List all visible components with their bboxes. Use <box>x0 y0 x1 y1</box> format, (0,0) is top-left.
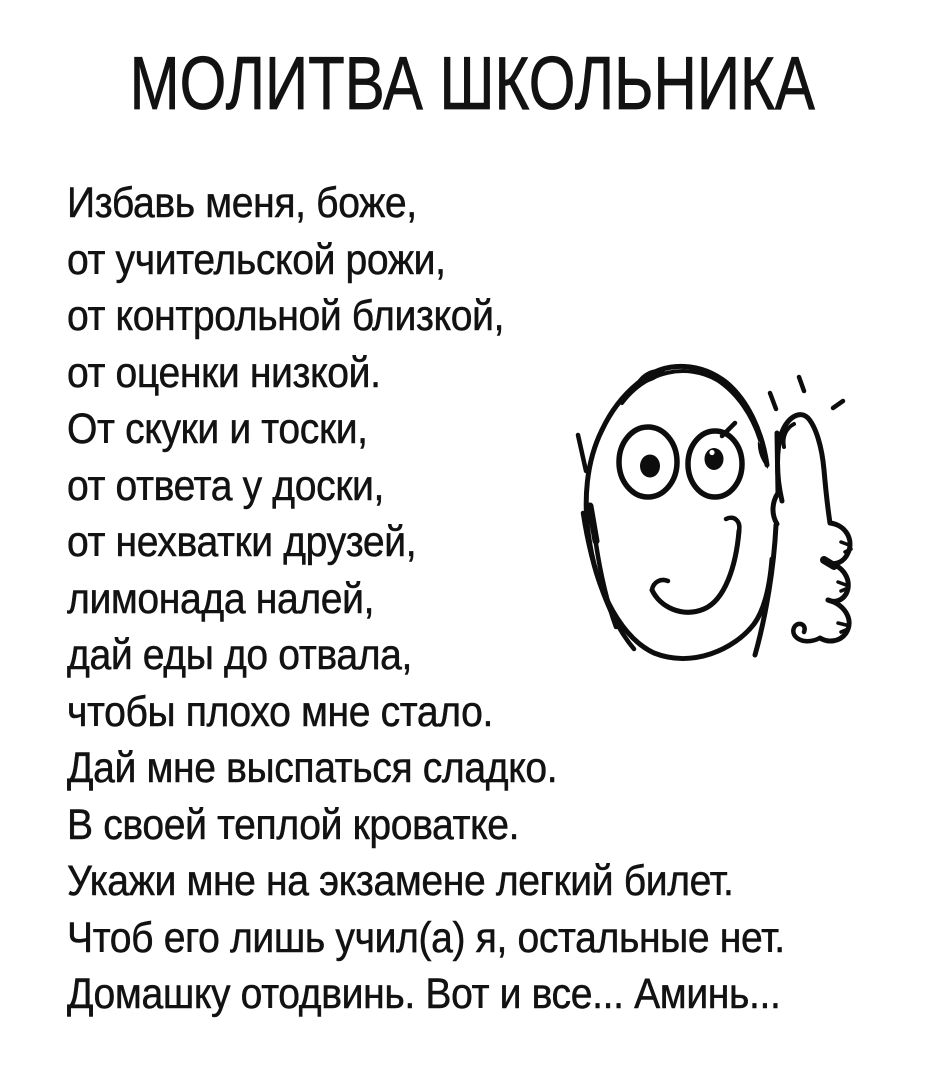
page-title-text: МОЛИТВА ШКОЛЬНИКА <box>129 41 815 125</box>
poem-line: от контрольной близкой, <box>67 293 505 340</box>
poem-line: от оценки низкой. <box>67 349 381 397</box>
page-title <box>0 41 944 125</box>
poem-line: От скуки и тоски, <box>67 406 368 453</box>
thumbs-up-hand <box>755 415 851 655</box>
poem-line: Чтоб его лишь учил(а) я, остальные нет. <box>67 914 785 962</box>
poem-line: Укажи мне на экзамене легкий билет. <box>67 858 734 905</box>
sparkle-lines <box>770 377 843 409</box>
poem-line: от ответа у доски, <box>67 462 385 510</box>
right-eye <box>688 423 742 497</box>
poem-line: лимонада налей, <box>67 575 375 623</box>
poem-line: от нехватки друзей, <box>67 519 417 566</box>
poem-line: В своей теплой кроватке. <box>67 801 520 849</box>
hair-strand-marks <box>636 369 768 469</box>
poem-line: дай еды до отвала, <box>67 632 413 679</box>
left-eye <box>619 427 677 497</box>
poem-line: Домашку отодвинь. Вот и все... Аминь... <box>67 971 781 1018</box>
poem-line: чтобы плохо мне стало. <box>67 688 494 736</box>
thumbs-up-rage-face-icon <box>562 335 942 670</box>
poem-line: Дай мне выспаться сладко. <box>67 745 558 792</box>
left-ear-scribble <box>578 435 634 649</box>
poem-line: Избавь меня, боже, <box>67 180 417 227</box>
smile <box>652 518 739 612</box>
poem-line: от учительской рожи, <box>67 236 446 284</box>
